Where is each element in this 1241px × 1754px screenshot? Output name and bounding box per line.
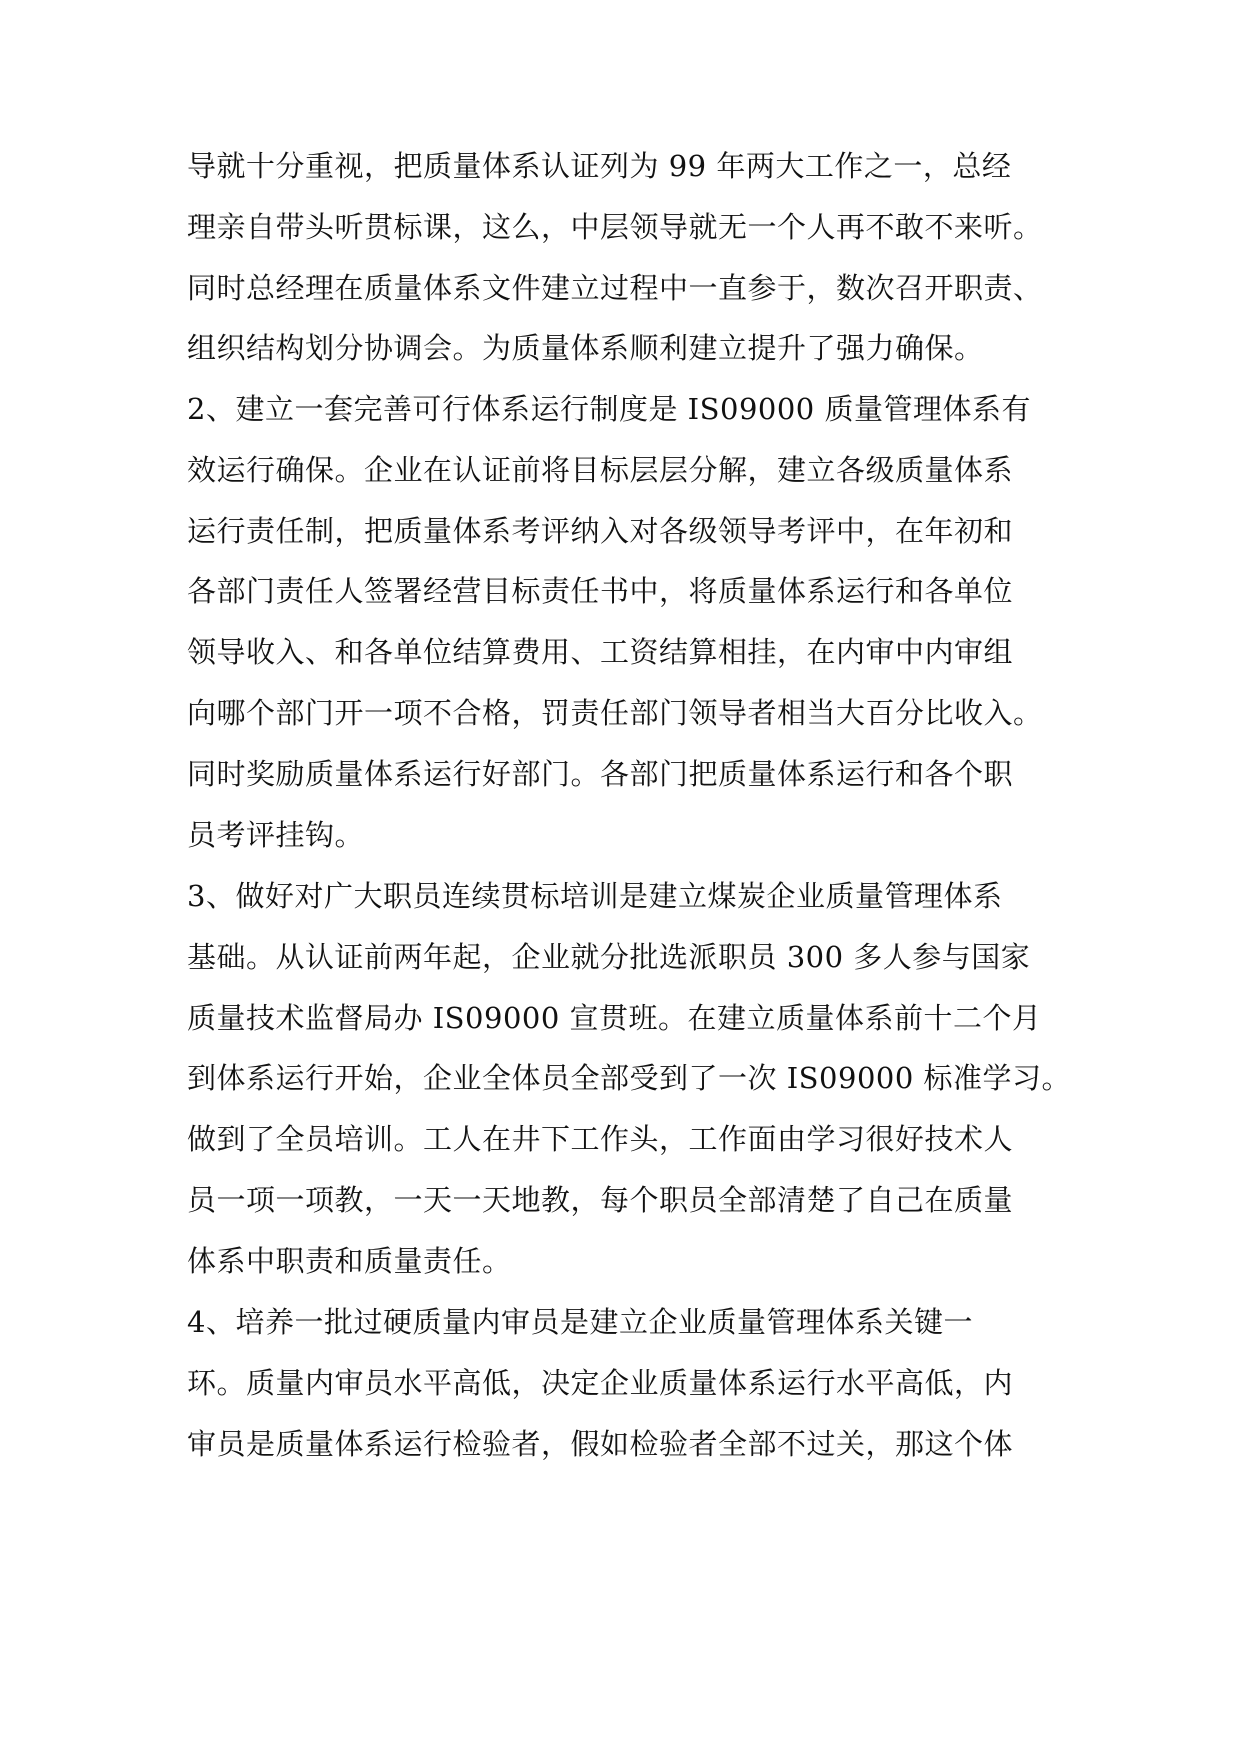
text-line: 做到了全员培训。工人在井下工作头，工作面由学习很好技术人 [187, 1122, 1014, 1156]
text-line: 同时总经理在质量体系文件建立过程中一直参于，数次召开职责、 [187, 271, 1043, 305]
text-line: 领导收入、和各单位结算费用、工资结算相挂，在内审中内审组 [187, 635, 1014, 669]
text-line: 同时奖励质量体系运行好部门。各部门把质量体系运行和各个职 [187, 757, 1014, 791]
text-line: 到体系运行开始，企业全体员全部受到了一次 IS09000 标准学习。 [187, 1061, 1072, 1095]
text-line: 导就十分重视，把质量体系认证列为 99 年两大工作之一，总经 [187, 149, 1012, 183]
text-line: 向哪个部门开一项不合格，罚责任部门领导者相当大百分比收入。 [187, 696, 1043, 730]
text-line: 各部门责任人签署经营目标责任书中，将质量体系运行和各单位 [187, 574, 1014, 608]
text-line: 3、做好对广大职员连续贯标培训是建立煤炭企业质量管理体系 [187, 879, 1003, 913]
text-line: 效运行确保。企业在认证前将目标层层分解，建立各级质量体系 [187, 453, 1014, 487]
text-line: 环。质量内审员水平高低，决定企业质量体系运行水平高低，内 [187, 1366, 1014, 1400]
text-line: 4、培养一批过硬质量内审员是建立企业质量管理体系关键一 [187, 1305, 973, 1339]
text-line: 基础。从认证前两年起，企业就分批选派职员 300 多人参与国家 [187, 940, 1031, 974]
text-line: 2、建立一套完善可行体系运行制度是 IS09000 质量管理体系有 [187, 392, 1031, 426]
text-line: 员一项一项教，一天一天地教，每个职员全部清楚了自己在质量 [187, 1183, 1014, 1217]
text-line: 员考评挂钩。 [187, 818, 365, 852]
text-line: 理亲自带头听贯标课，这么，中层领导就无一个人再不敢不来听。 [187, 210, 1043, 244]
text-line: 审员是质量体系运行检验者，假如检验者全部不过关，那这个体 [187, 1427, 1014, 1461]
text-line: 组织结构划分协调会。为质量体系顺利建立提升了强力确保。 [187, 331, 984, 365]
text-line: 运行责任制，把质量体系考评纳入对各级领导考评中，在年初和 [187, 514, 1014, 548]
text-line: 质量技术监督局办 IS09000 宣贯班。在建立质量体系前十二个月 [187, 1001, 1042, 1035]
text-line: 体系中职责和质量责任。 [187, 1244, 512, 1278]
